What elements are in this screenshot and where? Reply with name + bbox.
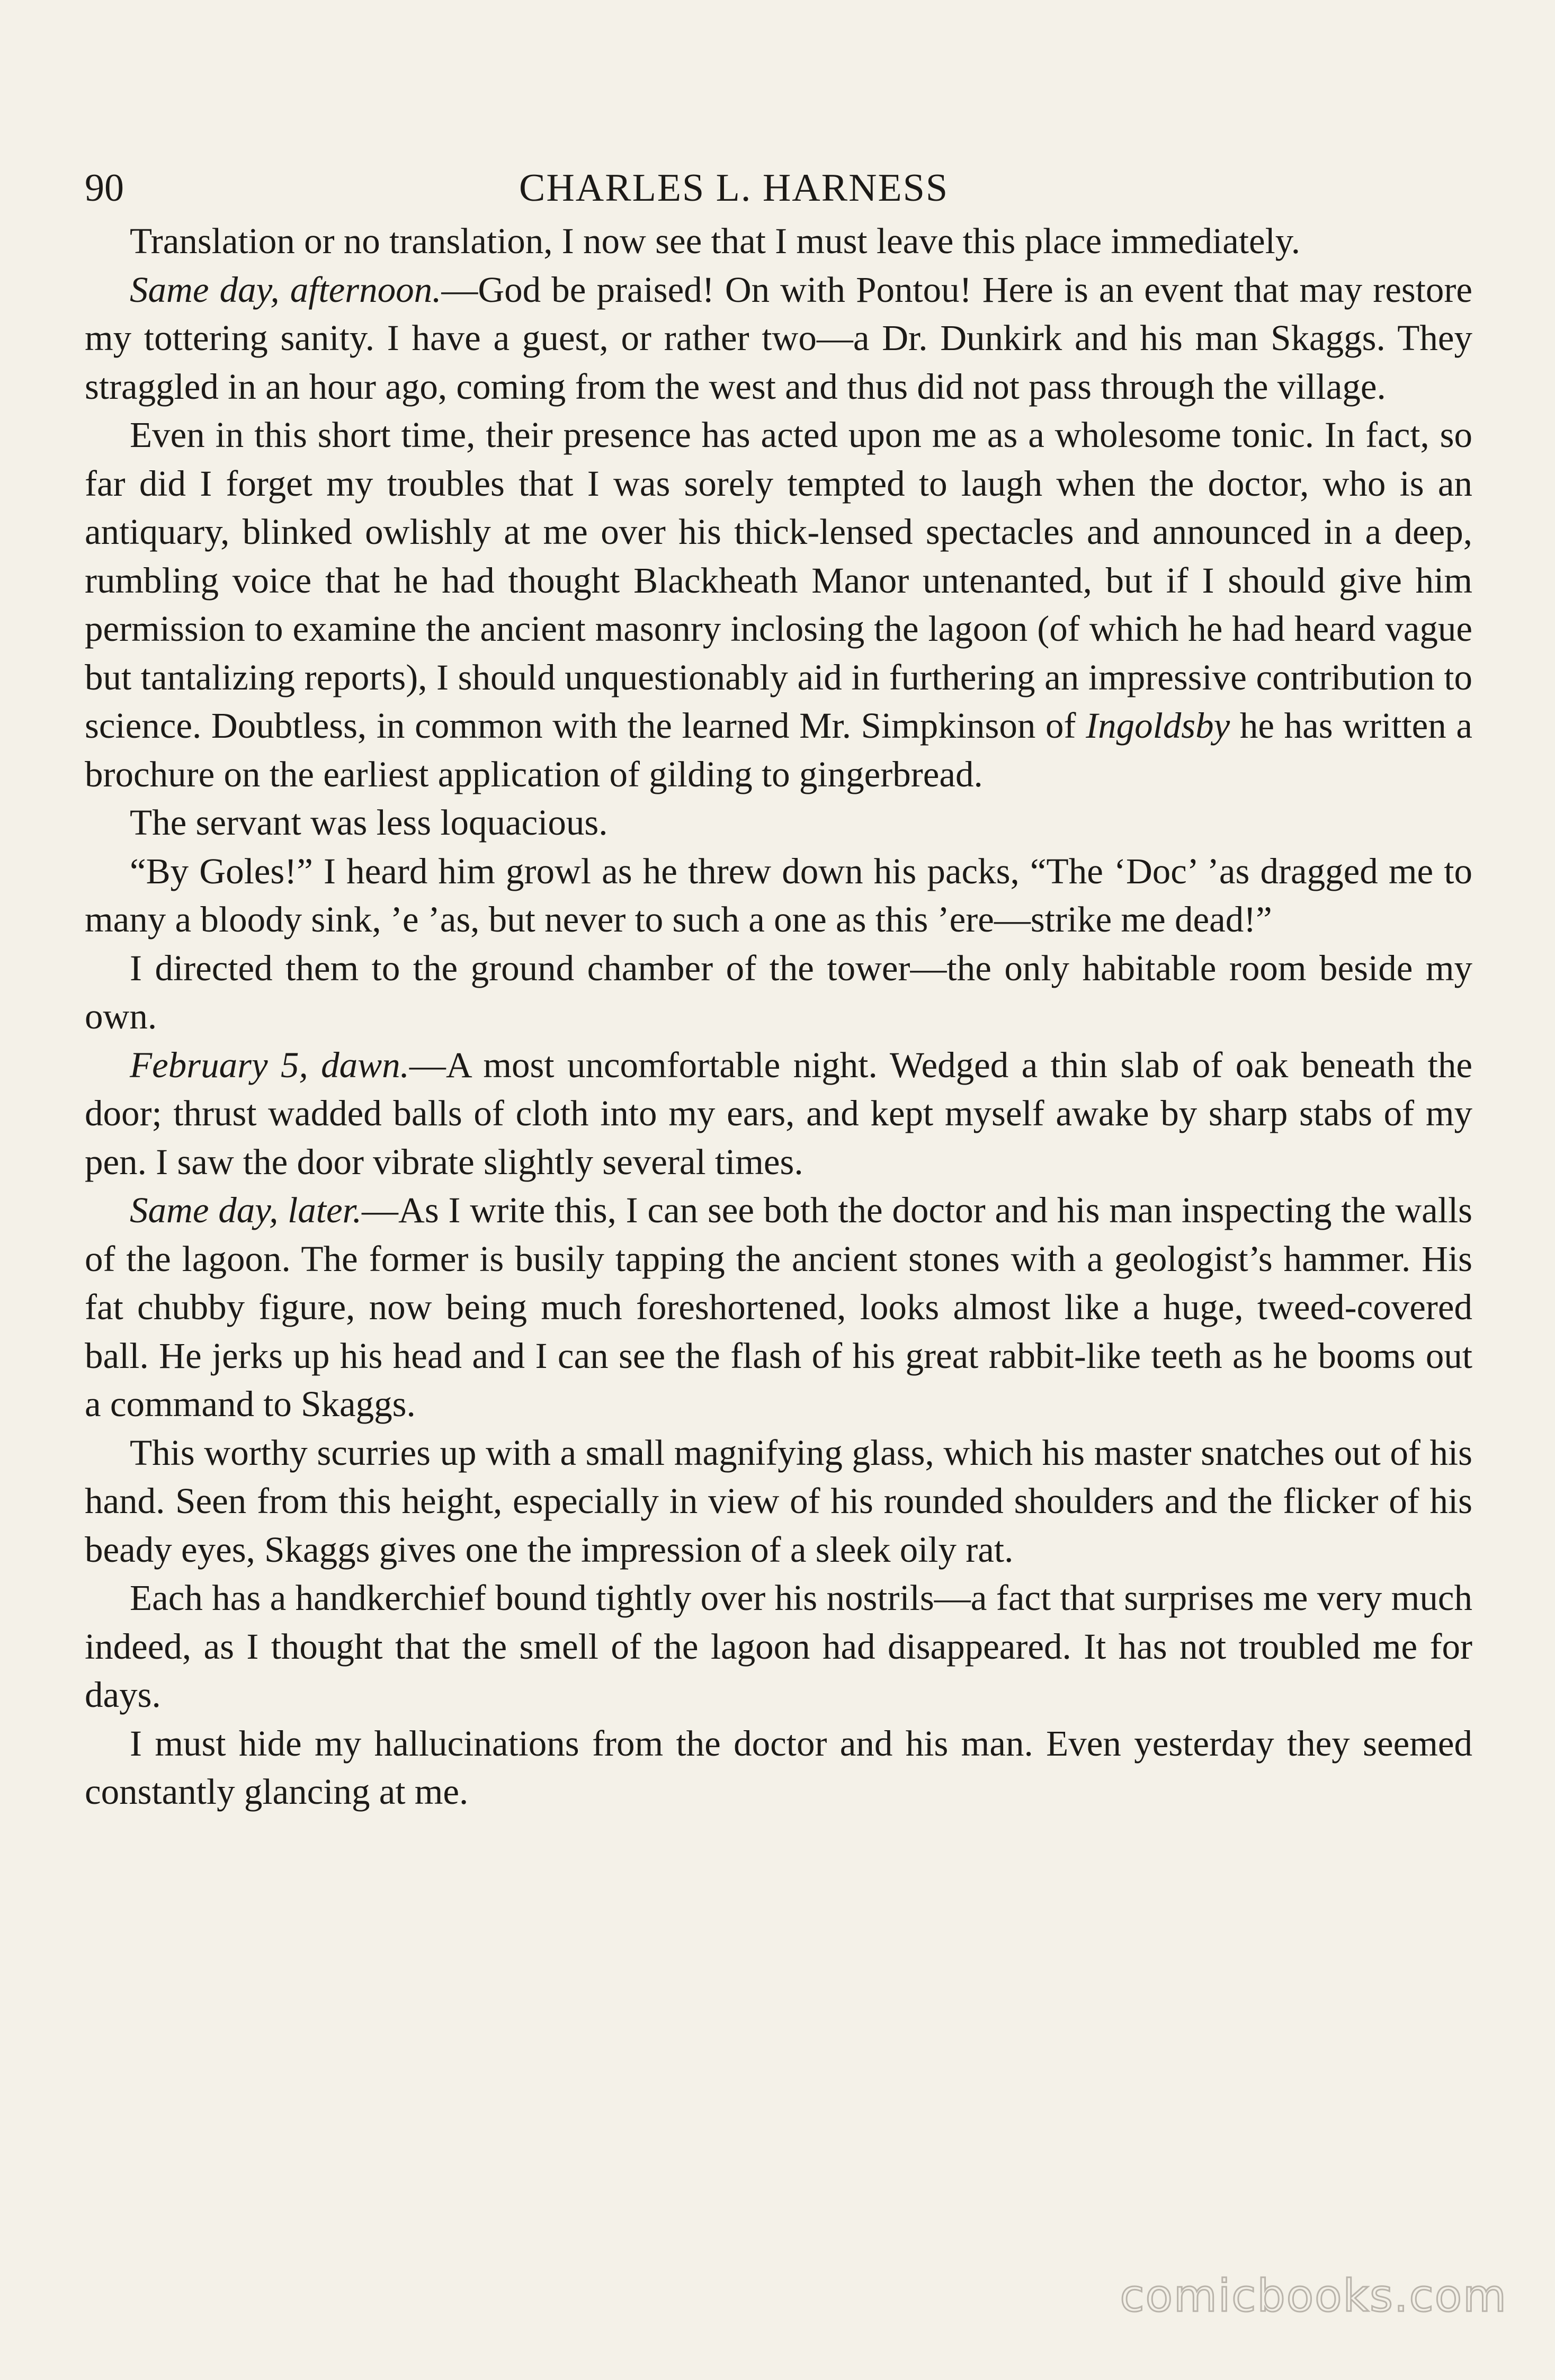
paragraph-10 (85, 1574, 1472, 1720)
paragraph-text: —A most uncomfortable night. Wedged a thin slab of oak beneath the door; thrust wadded balls of cloth into my ears, and kept myself awake by sharp stabs of my pen. I saw the door vibrate slightly several times. (85, 1044, 1472, 1182)
paragraph-text: “By Goles!” I heard him growl as he threw down his packs, “The ‘Doc’ ’as dragged me to many a bloody sink, ’e ’as, but never to such a one as this ’ere—strike me dead!” (85, 851, 1472, 940)
paragraph-11 (85, 1720, 1472, 1817)
site-watermark: comicbooks.com (1120, 2270, 1507, 2322)
body-text (85, 217, 1472, 1817)
paragraph-7 (85, 1041, 1472, 1187)
entry-date: February 5, dawn. (130, 1044, 409, 1085)
paragraph-3 (85, 411, 1472, 799)
paragraph-text: —As I write this, I can see both the doctor and his man inspecting the walls of the lagoon. The former is busily tapping the ancient stones with a geologist’s hammer. His fat chubby figure, now being much foreshortened, looks almost like a huge, tweed-covered ball. He jerks up his head and I can see the flash of his great rabbit-like teeth as he booms out a command to Skaggs. (85, 1190, 1472, 1424)
paragraph-6 (85, 944, 1472, 1041)
paragraph-4 (85, 799, 1472, 847)
paragraph-text: I directed them to the ground chamber of the tower—the only habitable room beside my own. (85, 947, 1472, 1036)
book-title: Ingoldsby (1086, 705, 1230, 746)
entry-date: Same day, afternoon. (130, 269, 442, 310)
paragraph-text: Each has a handkerchief bound tightly over his nostrils—a fact that surprises me very much indeed, as I thought that the smell of the lagoon had disappeared. It has not troubled me for days. (85, 1578, 1472, 1715)
entry-date: Same day, later. (130, 1190, 362, 1230)
running-title: CHARLES L. HARNESS (519, 166, 949, 210)
paragraph-5 (85, 847, 1472, 944)
running-head (85, 159, 1472, 217)
paragraph-8 (85, 1186, 1472, 1429)
paragraph-2 (85, 266, 1472, 411)
paragraph-text: I must hide my hallucinations from the doctor and his man. Even yesterday they seemed constantly glancing at me. (85, 1723, 1472, 1812)
paragraph-text-continued: he has written a brochure on the earliest application of gilding to gingerbread. (85, 705, 1473, 794)
paragraph-1 (85, 217, 1472, 266)
book-page (85, 159, 1472, 1817)
paragraph-9 (85, 1429, 1472, 1574)
paragraph-text: The servant was less loquacious. (130, 802, 608, 843)
paragraph-text: This worthy scurries up with a small magnifying glass, which his master snatches out of his hand. Seen from this height, especially in view of his rounded shoulders and the flicker of his beady eyes, Skaggs gives one the impression of a sleek oily rat. (85, 1432, 1472, 1570)
paragraph-text: Translation or no translation, I now see that I must leave this place immediately. (130, 221, 1301, 261)
paragraph-text: —God be praised! On with Pontou! Here is an event that may restore my tottering sanity. I have a guest, or rather two—a Dr. Dunkirk and his man Skaggs. They straggled in an hour ago, coming from the west and thus did not pass through the village. (85, 269, 1473, 407)
paragraph-text: Even in this short time, their presence has acted upon me as a wholesome tonic. In fact, so far did I forget my troubles that I was sorely tempted to laugh when the doctor, who is an antiquary, blinked owlishly at me over his thick-lensed spectacles and announced in a deep, rumbling voice that he had thought Blackheath Manor untenanted, but if I should give him permission to examine the ancient masonry inclosing the lagoon (of which he had heard vague but tantalizing reports), I should unquestionably aid in furthering an impressive contribution to science. Doubtless, in common with the learned Mr. Simpkinson of (85, 415, 1472, 746)
page-number: 90 (85, 166, 124, 210)
